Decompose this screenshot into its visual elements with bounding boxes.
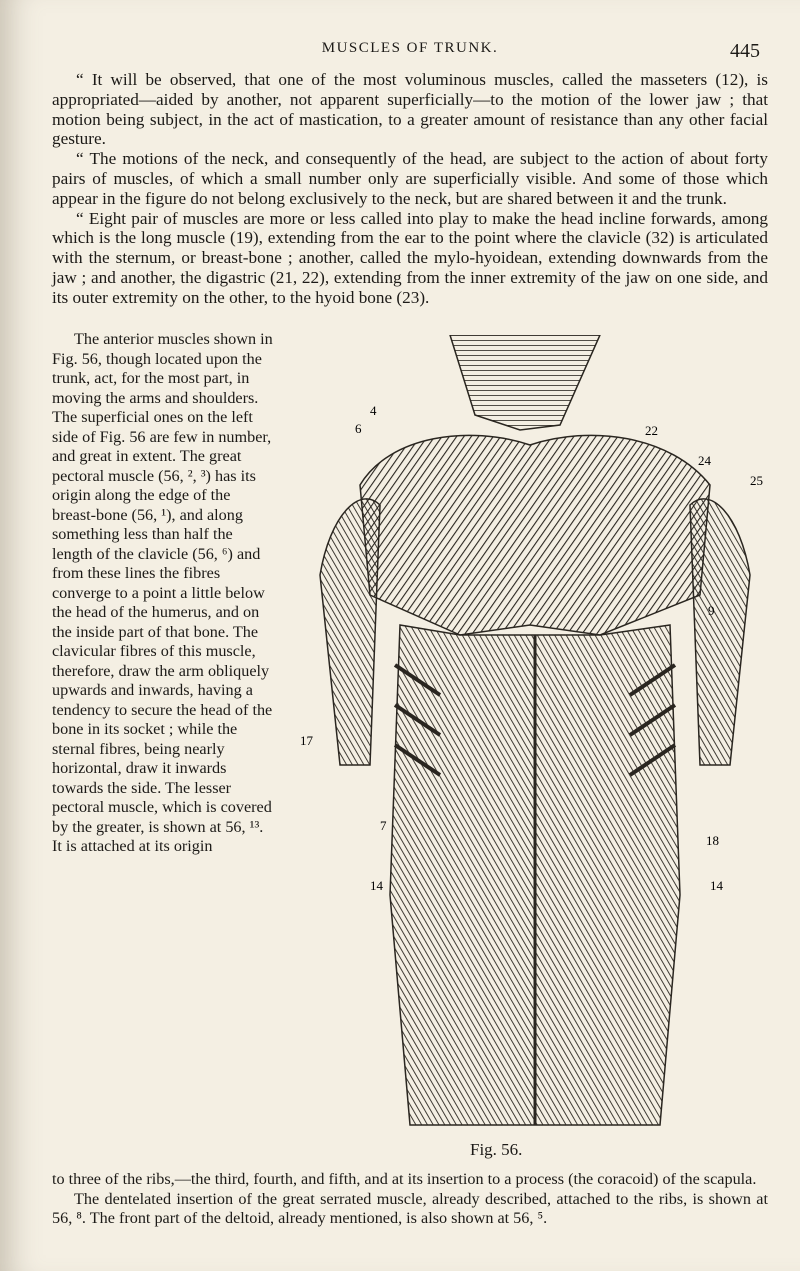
running-title: MUSCLES OF TRUNK.: [321, 40, 499, 56]
fig-label-9: 9: [708, 603, 715, 618]
paragraph-anterior-muscles: The anterior muscles shown in Fig. 56, though located upon the trunk, act, for the most part, in moving the arms and shoulders. The superficial ones on the left side of Fig. 56 are few in number, and great in extent. The great pectoral muscle (56, ², ³) has its origin along the edge of the breast-bone (56, ¹), and along something less than half the length of the clavicle (56, ⁶) and from these lines the fibres converge to a point a little below the head of the humerus, and on the inside part of that bone. The clavicular fibres of this muscle, therefore, draw the arm obliquely upwards and inwards, having a tendency to secure the head of the bone in its socket ; while the sternal fibres, being nearly horizontal, draw it inwards towards the side. The lesser pectoral muscle, which is covered by the greater, is shown at 56, ¹³. It is attached at its origin: [52, 330, 273, 855]
fig-label-14-left: 14: [370, 878, 383, 893]
fig-label-24: 24: [698, 453, 711, 468]
left-arm-muscles: [320, 499, 380, 765]
figure-caption: Fig. 56.: [470, 1140, 523, 1159]
left-column-text: [52, 330, 277, 857]
paragraph-masseters: “ It will be observed, that one of the most voluminous muscles, called the masseters (12), is appropriated—aided by another, not apparent superficially—to the motion of the lower jaw ; that motion being subject, in the act of mastication, to a greater amount of resistance than any other facial gesture.: [52, 70, 768, 149]
page-number: 445: [730, 40, 760, 62]
fig-label-7: 7: [380, 818, 387, 833]
fig-label-18: 18: [706, 833, 719, 848]
fig-label-14-right: 14: [710, 878, 723, 893]
fig-label-25: 25: [750, 473, 763, 488]
bottom-text-block: [52, 1170, 768, 1229]
fig-label-4: 4: [370, 403, 377, 418]
pectoral-muscles: [360, 435, 710, 635]
paragraph-serrated: The dentelated insertion of the great serrated muscle, already described, attached to the ribs, is shown at 56, ⁸. The front part of the deltoid, already mentioned, is also shown at 56, ⁵.: [52, 1189, 768, 1227]
paragraph-eight-pair: “ Eight pair of muscles are more or less called into play to make the head incline forwards, among which is the long muscle (19), extending from the ear to the point where the clavicle (32) is articulated with the sternum, or breast-bone ; another, called the mylo-hyoidean, extending downwards from the jaw ; and another, the digastric (21, 22), extending from the inner extremity of the jaw on one side, and its outer extremity on the other, to the hyoid bone (23).: [52, 208, 768, 307]
running-header: [60, 40, 760, 70]
right-arm-muscles: [690, 499, 750, 765]
fig-label-6: 6: [355, 421, 362, 436]
fig-label-22: 22: [645, 423, 658, 438]
paragraph-ribs: to three of the ribs,—the third, fourth, and fifth, and at its insertion to a process (the coracoid) of the scapula.: [52, 1170, 757, 1188]
paragraph-neck-motions: “ The motions of the neck, and consequently of the head, are subject to the action of about forty pairs of muscles, of which a small number only are superficially visible. And some of those which appear in the figure do not belong exclusively to the neck, but are shared between it and the trunk.: [52, 149, 768, 208]
torso-muscle-illustration: [300, 335, 770, 1165]
top-text-block: [52, 70, 768, 308]
fig-label-17: 17: [300, 733, 313, 748]
anatomy-figure: [300, 335, 770, 1165]
neck-muscles: [450, 335, 600, 430]
